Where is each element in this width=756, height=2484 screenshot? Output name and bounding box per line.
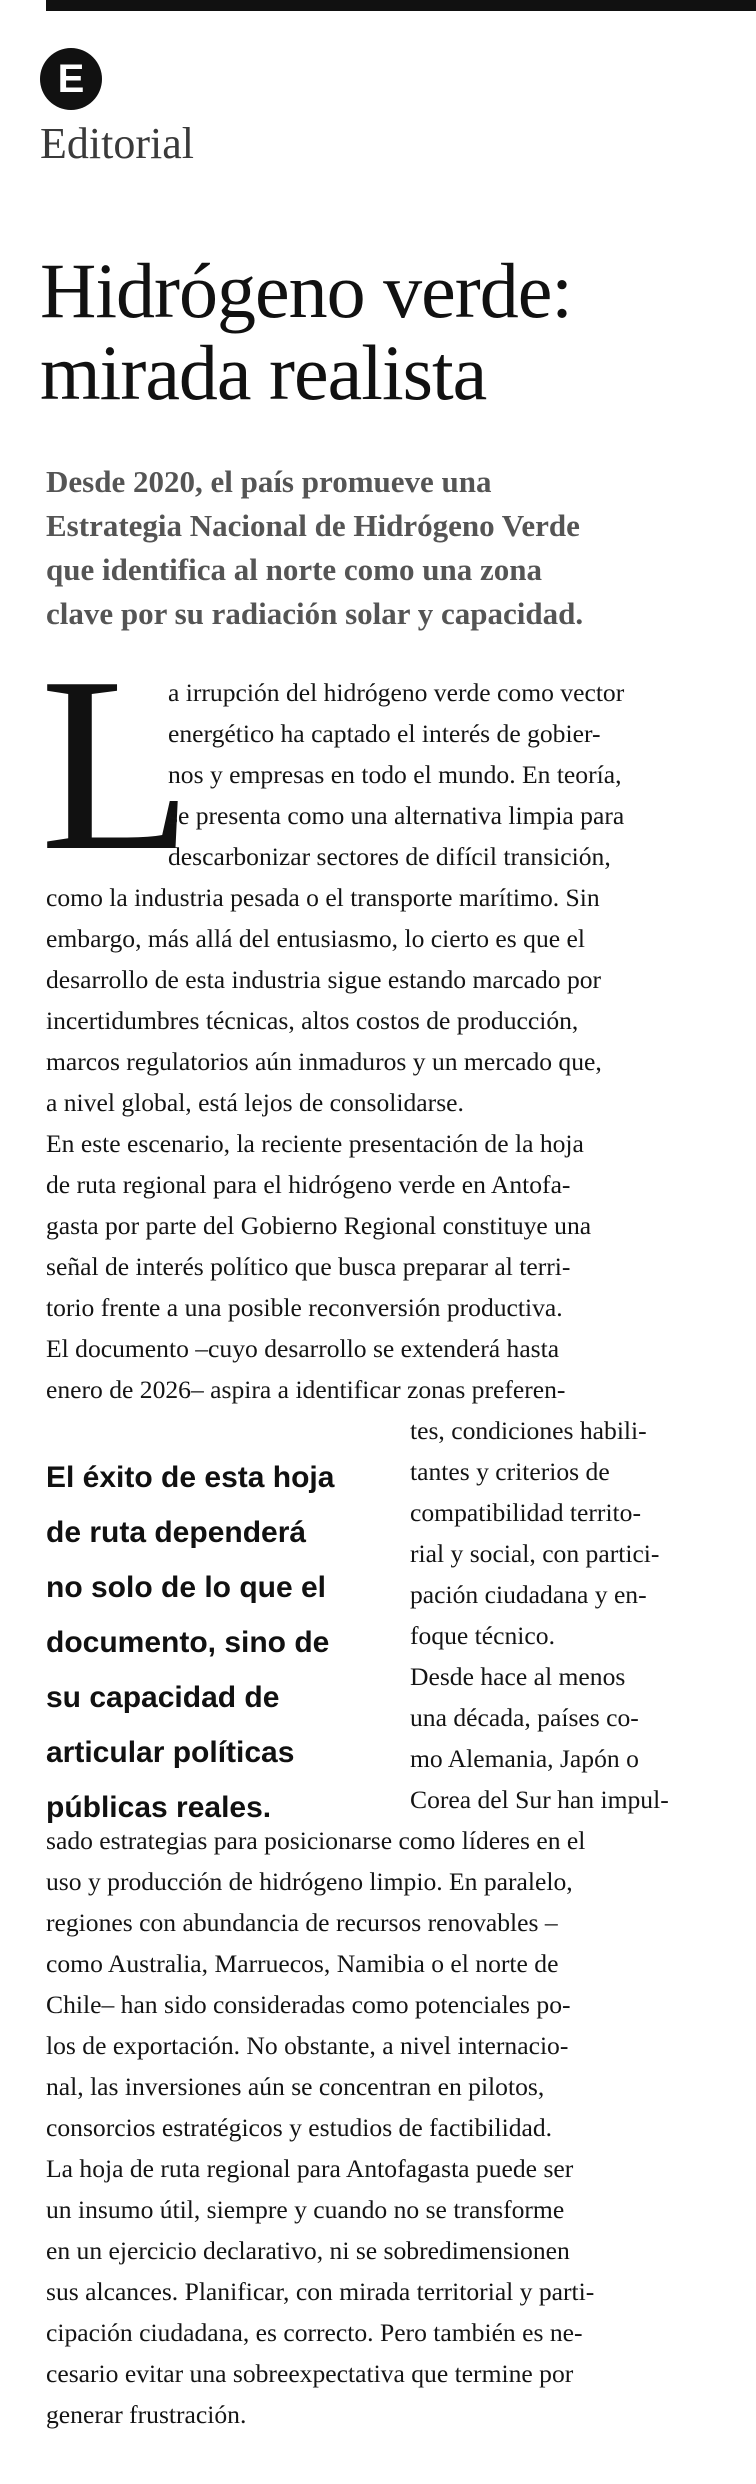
body-line: desarrollo de esta industria sigue estando marcado por (46, 965, 602, 994)
body-line: rial y social, con partici- (410, 1539, 660, 1568)
body-line: cesario evitar una sobreexpectativa que termine por (46, 2359, 574, 2388)
body-line: pación ciudadana y en- (410, 1580, 647, 1609)
body-line: cipación ciudadana, es correcto. Pero también es ne- (46, 2318, 583, 2347)
body-line: descarbonizar sectores de difícil transición, (168, 842, 611, 871)
body-line: enero de 2026– aspira a identificar zonas preferen- (46, 1375, 566, 1404)
body-line: Chile– han sido consideradas como potenciales po- (46, 1990, 571, 2019)
body-line: torio frente a una posible reconversión productiva. (46, 1293, 563, 1322)
pull-quote-line: documento, sino de (46, 1626, 330, 1659)
deck-line: que identifica al norte como una zona (46, 552, 542, 587)
body-line: los de exportación. No obstante, a nivel internacio- (46, 2031, 569, 2060)
body-line: señal de interés político que busca preparar al terri- (46, 1252, 571, 1281)
body-line: en un ejercicio declarativo, ni se sobredimensionen (46, 2236, 570, 2265)
body-line: se presenta como una alternativa limpia para (168, 801, 625, 830)
headline-line: Hidrógeno verde: (40, 247, 572, 334)
body-line: tes, condiciones habili- (410, 1416, 647, 1445)
deck-line: clave por su radiación solar y capacidad. (46, 596, 584, 631)
body-line: nos y empresas en todo el mundo. En teoría, (168, 760, 622, 789)
pull-quote-line: públicas reales. (46, 1791, 272, 1824)
body-line: como la industria pesada o el transporte marítimo. Sin (46, 883, 600, 912)
body-line: En este escenario, la reciente presentación de la hoja (46, 1129, 584, 1158)
body-line: a nivel global, está lejos de consolidarse. (46, 1088, 464, 1117)
body-line: Desde hace al menos (410, 1662, 626, 1691)
body-line: El documento –cuyo desarrollo se extenderá hasta (46, 1334, 560, 1363)
pull-quote-line: su capacidad de (46, 1681, 280, 1714)
headline-line: mirada realista (40, 329, 487, 416)
body-line: La hoja de ruta regional para Antofagasta puede ser (46, 2154, 574, 2183)
body-line: energético ha captado el interés de gobier- (168, 719, 601, 748)
body-line: sus alcances. Planificar, con mirada territorial y parti- (46, 2277, 595, 2306)
body-line: de ruta regional para el hidrógeno verde en Antofa- (46, 1170, 571, 1199)
deck-line: Desde 2020, el país promueve una (46, 464, 492, 499)
body-line: gasta por parte del Gobierno Regional constituye una (46, 1211, 592, 1240)
section-label: Editorial (40, 119, 194, 168)
pull-quote-line: articular políticas (46, 1736, 295, 1769)
section-badge: E (40, 48, 102, 110)
body-line: a irrupción del hidrógeno verde como vector (168, 678, 625, 707)
body-line: uso y producción de hidrógeno limpio. En paralelo, (46, 1867, 573, 1896)
body-line: sado estrategias para posicionarse como líderes en el (46, 1826, 586, 1855)
body-line: generar frustración. (46, 2400, 247, 2429)
pull-quote-line: no solo de lo que el (46, 1571, 327, 1604)
body-line: compatibilidad territo- (410, 1498, 641, 1527)
body-line: consorcios estratégicos y estudios de factibilidad. (46, 2113, 553, 2142)
pull-quote-line: El éxito de esta hoja (46, 1461, 335, 1494)
body-line: regiones con abundancia de recursos renovables – (46, 1908, 558, 1937)
pull-quote-line: de ruta dependerá (46, 1516, 307, 1549)
body-line: un insumo útil, siempre y cuando no se transforme (46, 2195, 565, 2224)
body-line: como Australia, Marruecos, Namibia o el norte de (46, 1949, 559, 1978)
body-line: mo Alemania, Japón o (410, 1744, 639, 1773)
body-line: tantes y criterios de (410, 1457, 610, 1486)
body-line: marcos regulatorios aún inmaduros y un mercado que, (46, 1047, 602, 1076)
body-line: foque técnico. (410, 1621, 555, 1650)
body-line: nal, las inversiones aún se concentran en pilotos, (46, 2072, 545, 2101)
body-line: Corea del Sur han impul- (410, 1785, 669, 1814)
deck-line: Estrategia Nacional de Hidrógeno Verde (46, 508, 580, 543)
pull-quote (46, 1450, 396, 1835)
drop-cap: L (40, 626, 193, 903)
body-line: incertidumbres técnicas, altos costos de producción, (46, 1006, 579, 1035)
body-line: embargo, más allá del entusiasmo, lo cierto es que el (46, 924, 585, 953)
body-line: una década, países co- (410, 1703, 639, 1732)
